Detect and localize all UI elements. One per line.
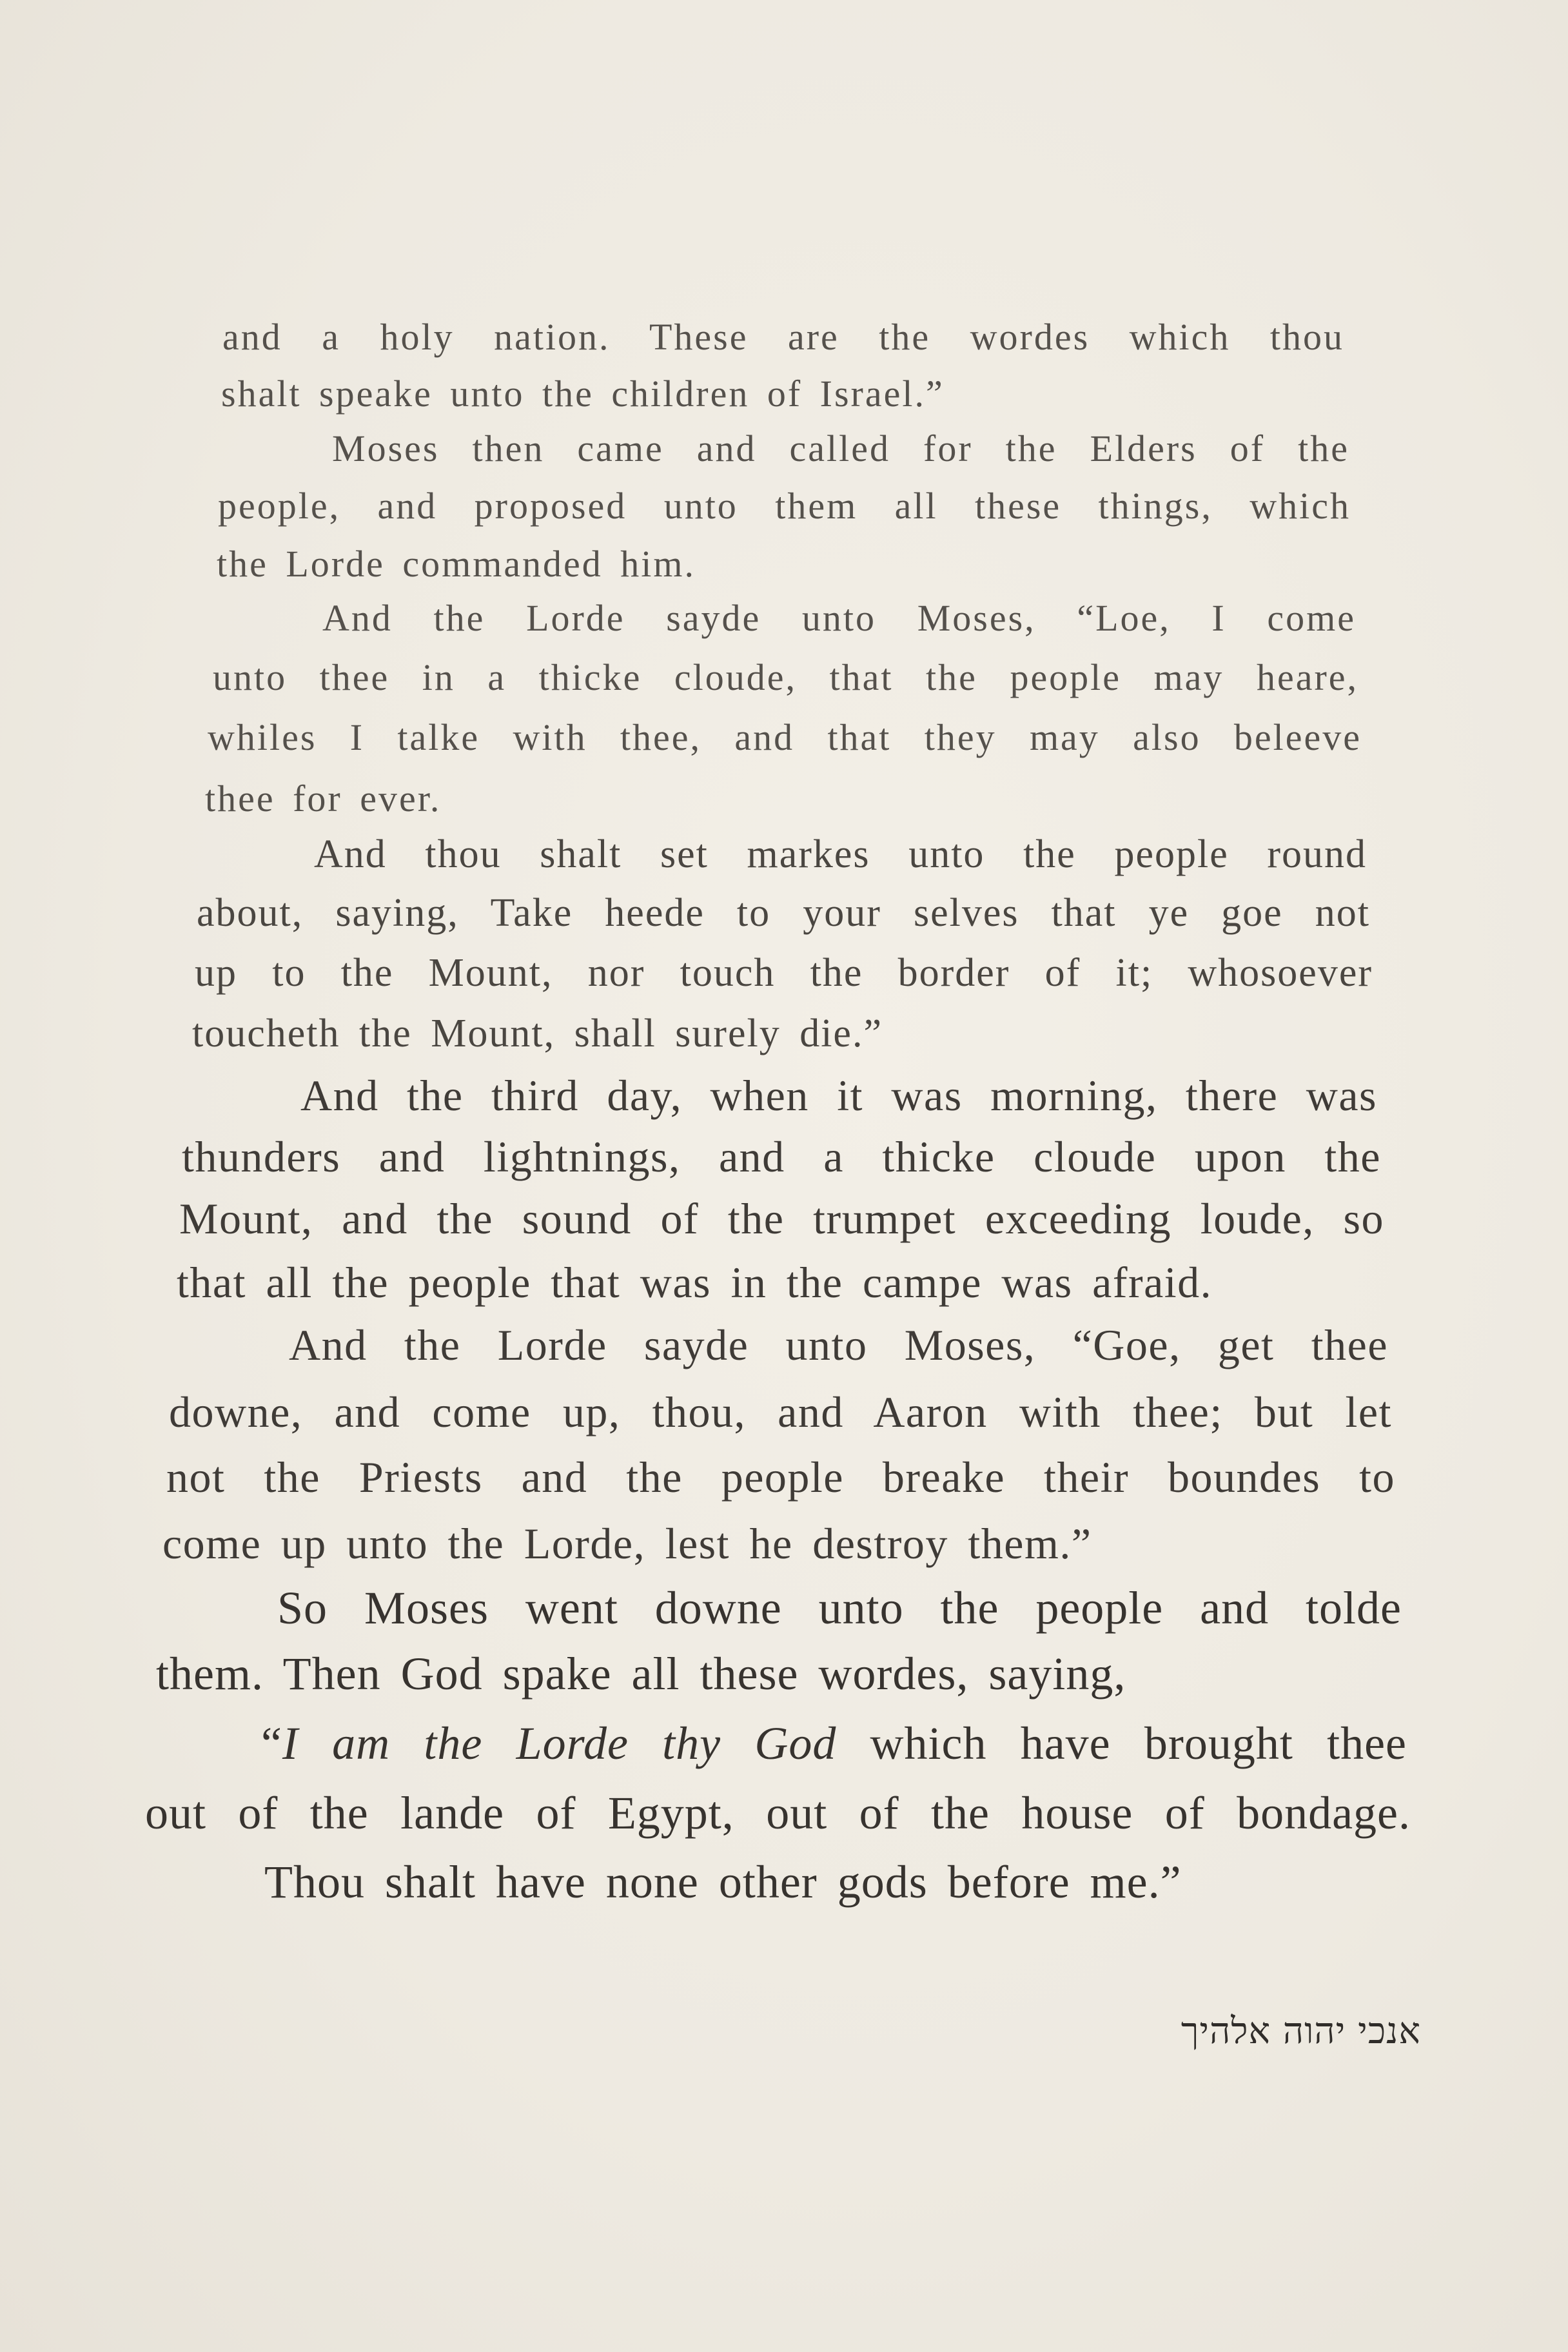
text-line-15: thunders and lightnings, and a thicke cloude upon the [182, 1132, 1381, 1181]
text-line-16: Mount, and the sound of the trumpet exceeding loude, so [179, 1194, 1384, 1243]
text-line-13: toucheth the Mount, shall surely die.” [192, 1012, 883, 1055]
text-line-6: And the Lorde sayde unto Moses, “Loe, I come [322, 597, 1356, 639]
text-line-9: thee for ever. [205, 778, 442, 819]
text-line-8: whiles I talke with thee, and that they may also beleeve [208, 716, 1362, 758]
text-line-2: shalt speake unto the children of Israel.” [221, 373, 945, 415]
text-line-1: and a holy nation. These are the wordes which thou [222, 316, 1344, 358]
text-line-18: And the Lorde sayde unto Moses, “Goe, get thee [289, 1320, 1388, 1369]
command-line-1-rest: which have brought thee [836, 1718, 1407, 1769]
command-line-3: Thou shalt have none other gods before me.” [264, 1856, 1182, 1908]
text-line-22: So Moses went downe unto the people and tolde [277, 1582, 1402, 1634]
text-line-4: people, and proposed unto them all these things, which [218, 485, 1351, 527]
text-line-10: And thou shalt set markes unto the people round [314, 832, 1367, 876]
command-line-1 [261, 1720, 1407, 1767]
text-line-3: Moses then came and called for the Elders of the [332, 427, 1349, 469]
text-line-14: And the third day, when it was morning, there was [300, 1071, 1377, 1120]
hebrew-text: אנכי יהוה אלהיך [1181, 2010, 1421, 2052]
open-quote: “ [261, 1718, 282, 1769]
text-line-19: downe, and come up, thou, and Aaron with thee; but let [169, 1387, 1392, 1436]
command-line-2: out of the lande of Egypt, out of the house of bondage. [145, 1787, 1411, 1839]
text-line-7: unto thee in a thicke cloude, that the people may heare, [213, 656, 1358, 698]
text-line-20: not the Priests and the people breake their boundes to [166, 1453, 1395, 1502]
text-line-11: about, saying, Take heede to your selves that ye goe not [197, 891, 1370, 935]
text-line-23: them. Then God spake all these wordes, saying, [156, 1648, 1126, 1700]
italic-phrase: I am the Lorde thy God [282, 1718, 837, 1769]
text-line-5: the Lorde commanded him. [217, 543, 696, 585]
text-line-21: come up unto the Lorde, lest he destroy them.” [162, 1519, 1092, 1568]
text-line-17: that all the people that was in the campe was afraid. [177, 1258, 1213, 1307]
text-line-12: up to the Mount, nor touch the border of it; whosoever [195, 951, 1373, 995]
